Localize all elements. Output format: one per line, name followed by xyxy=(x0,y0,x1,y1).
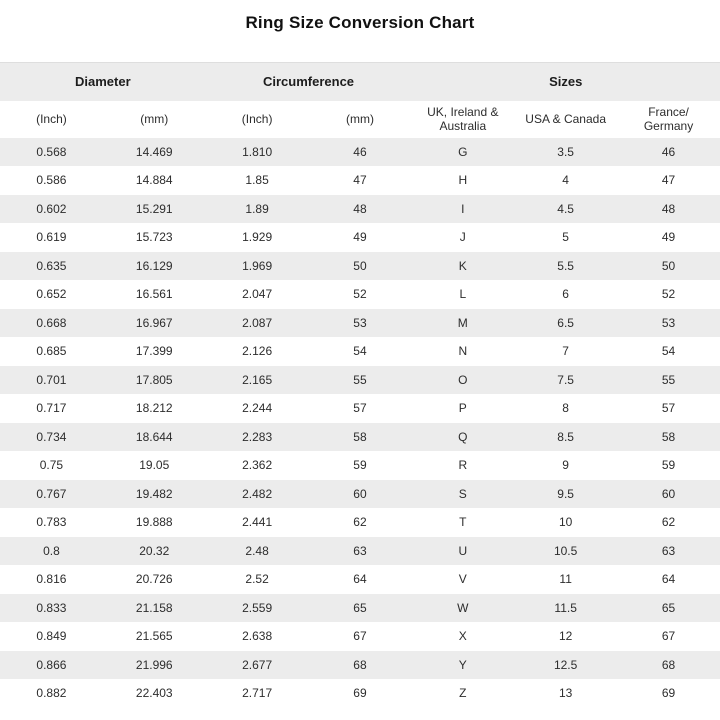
table-row xyxy=(0,280,720,309)
cell: 16.561 xyxy=(135,287,173,302)
table-row xyxy=(0,679,720,708)
column-header: USA & Canada xyxy=(525,112,606,126)
cell: 21.565 xyxy=(135,629,173,644)
cell: 17.399 xyxy=(135,344,173,359)
cell: K xyxy=(458,258,467,273)
table-row xyxy=(0,138,720,167)
column-header: France/ Germany xyxy=(643,105,694,133)
column-header: (mm) xyxy=(140,112,169,126)
cell: 69 xyxy=(661,686,676,701)
cell: V xyxy=(458,572,467,587)
table-row xyxy=(0,537,720,566)
cell: 12.5 xyxy=(553,657,578,672)
table-row xyxy=(0,309,720,338)
cell: S xyxy=(458,486,467,501)
cell: 2.677 xyxy=(242,657,273,672)
cell: 67 xyxy=(661,629,676,644)
column-group-header: Diameter xyxy=(75,74,131,90)
cell: 0.717 xyxy=(36,401,67,416)
cell: M xyxy=(457,315,468,330)
cell: I xyxy=(461,201,465,216)
column-header: (mm) xyxy=(345,112,374,126)
cell: 58 xyxy=(353,429,367,444)
cell: 60 xyxy=(661,486,676,501)
table-head xyxy=(0,63,720,138)
cell: 68 xyxy=(353,657,367,672)
cell: 54 xyxy=(353,344,367,359)
cell: 64 xyxy=(661,572,676,587)
cell: 0.8 xyxy=(43,543,60,558)
cell: 17.805 xyxy=(135,372,173,387)
cell: 0.586 xyxy=(36,173,67,188)
cell: 9 xyxy=(562,458,569,473)
cell: 2.047 xyxy=(242,287,273,302)
table-row xyxy=(0,223,720,252)
table-row xyxy=(0,166,720,195)
sub-header-row xyxy=(0,101,720,138)
cell: 14.884 xyxy=(135,173,173,188)
cell: 19.05 xyxy=(139,458,170,473)
table-row xyxy=(0,337,720,366)
table-row xyxy=(0,423,720,452)
cell: Y xyxy=(458,657,467,672)
cell: 53 xyxy=(661,315,676,330)
cell: 0.602 xyxy=(36,201,67,216)
cell: 16.967 xyxy=(135,315,173,330)
cell: 48 xyxy=(353,201,367,216)
table-row xyxy=(0,480,720,509)
cell: 1.810 xyxy=(242,144,273,159)
cell: 2.165 xyxy=(242,372,273,387)
cell: 5.5 xyxy=(557,258,574,273)
cell: 19.888 xyxy=(135,515,173,530)
cell: 55 xyxy=(353,372,367,387)
cell: 0.816 xyxy=(36,572,67,587)
cell: 6.5 xyxy=(557,315,574,330)
cell: 60 xyxy=(353,486,367,501)
cell: 0.833 xyxy=(36,600,67,615)
cell: 54 xyxy=(661,344,676,359)
cell: 0.734 xyxy=(36,429,67,444)
group-header-row xyxy=(0,63,720,101)
cell: U xyxy=(458,543,468,558)
cell: 47 xyxy=(661,173,676,188)
cell: 0.635 xyxy=(36,258,67,273)
cell: 3.5 xyxy=(557,144,574,159)
cell: Q xyxy=(458,429,468,444)
cell: 2.126 xyxy=(242,344,273,359)
cell: P xyxy=(458,401,467,416)
column-header: (Inch) xyxy=(241,112,273,126)
table-row xyxy=(0,252,720,281)
cell: 52 xyxy=(353,287,367,302)
cell: 55 xyxy=(661,372,676,387)
cell: 8 xyxy=(562,401,569,416)
cell: 48 xyxy=(661,201,676,216)
cell: 68 xyxy=(661,657,676,672)
cell: 15.291 xyxy=(135,201,173,216)
cell: 4.5 xyxy=(557,201,574,216)
cell: 58 xyxy=(661,429,676,444)
cell: 0.685 xyxy=(36,344,67,359)
cell: 16.129 xyxy=(135,258,173,273)
cell: T xyxy=(459,515,467,530)
cell: 8.5 xyxy=(557,429,574,444)
cell: 22.403 xyxy=(135,686,173,701)
cell: 1.969 xyxy=(242,258,273,273)
table-row xyxy=(0,565,720,594)
cell: 0.668 xyxy=(36,315,67,330)
cell: N xyxy=(458,344,468,359)
table-body xyxy=(0,138,720,708)
cell: 21.996 xyxy=(135,657,173,672)
cell: 10 xyxy=(558,515,573,530)
table-row xyxy=(0,195,720,224)
cell: 2.441 xyxy=(242,515,273,530)
cell: R xyxy=(458,458,468,473)
cell: 2.362 xyxy=(242,458,273,473)
cell: 0.75 xyxy=(39,458,64,473)
cell: L xyxy=(459,287,467,302)
cell: 67 xyxy=(353,629,367,644)
cell: 2.244 xyxy=(242,401,273,416)
cell: 2.48 xyxy=(245,543,269,558)
cell: 15.723 xyxy=(135,230,173,245)
cell: 2.482 xyxy=(242,486,273,501)
cell: G xyxy=(458,144,468,159)
cell: W xyxy=(457,600,469,615)
cell: 21.158 xyxy=(135,600,173,615)
cell: 4 xyxy=(562,173,569,188)
page-title: Ring Size Conversion Chart xyxy=(245,13,475,32)
cell: 7.5 xyxy=(557,372,574,387)
cell: 11.5 xyxy=(554,600,577,615)
cell: 20.32 xyxy=(139,543,170,558)
cell: 14.469 xyxy=(135,144,173,159)
cell: 2.283 xyxy=(242,429,273,444)
cell: 19.482 xyxy=(135,486,173,501)
table-row xyxy=(0,451,720,480)
cell: 63 xyxy=(661,543,676,558)
column-group-header: Circumference xyxy=(263,74,355,90)
cell: 65 xyxy=(353,600,367,615)
cell: X xyxy=(458,629,467,644)
cell: 63 xyxy=(353,543,367,558)
cell: 18.644 xyxy=(135,429,173,444)
cell: 0.568 xyxy=(36,144,67,159)
cell: 7 xyxy=(562,344,569,359)
cell: Z xyxy=(459,686,467,701)
cell: 49 xyxy=(353,230,367,245)
cell: 0.866 xyxy=(36,657,67,672)
column-header: (Inch) xyxy=(36,112,67,126)
cell: 0.767 xyxy=(36,486,67,501)
cell: 20.726 xyxy=(135,572,173,587)
cell: 50 xyxy=(661,258,676,273)
cell: 59 xyxy=(661,458,676,473)
cell: 46 xyxy=(353,144,367,159)
cell: 12 xyxy=(558,629,573,644)
column-group-header: Sizes xyxy=(549,74,583,90)
cell: 65 xyxy=(661,600,676,615)
cell: 2.559 xyxy=(242,600,273,615)
cell: 46 xyxy=(661,144,676,159)
cell: 59 xyxy=(353,458,367,473)
ring-size-conversion-table xyxy=(0,62,720,708)
cell: 57 xyxy=(353,401,367,416)
cell: 0.652 xyxy=(36,287,67,302)
cell: 50 xyxy=(353,258,367,273)
cell: 5 xyxy=(562,230,569,245)
cell: 13 xyxy=(558,686,573,701)
cell: 57 xyxy=(661,401,676,416)
cell: 62 xyxy=(661,515,676,530)
cell: 10.5 xyxy=(553,543,578,558)
cell: 47 xyxy=(353,173,367,188)
cell: 1.89 xyxy=(245,201,269,216)
cell: 9.5 xyxy=(557,486,574,501)
cell: 0.619 xyxy=(36,230,67,245)
cell: O xyxy=(458,372,468,387)
cell: 49 xyxy=(661,230,676,245)
cell: H xyxy=(458,173,468,188)
table-row xyxy=(0,594,720,623)
table-row xyxy=(0,394,720,423)
cell: J xyxy=(459,230,466,245)
table-row xyxy=(0,366,720,395)
cell: 0.849 xyxy=(36,629,67,644)
cell: 0.783 xyxy=(36,515,67,530)
cell: 1.929 xyxy=(242,230,273,245)
cell: 2.087 xyxy=(242,315,273,330)
cell: 11 xyxy=(559,572,572,587)
cell: 69 xyxy=(353,686,367,701)
table-row xyxy=(0,508,720,537)
column-header: UK, Ireland & Australia xyxy=(427,105,499,133)
cell: 1.85 xyxy=(245,173,269,188)
cell: 2.52 xyxy=(245,572,269,587)
cell: 52 xyxy=(661,287,676,302)
cell: 0.701 xyxy=(36,372,67,387)
cell: 64 xyxy=(353,572,367,587)
cell: 2.638 xyxy=(242,629,273,644)
table-row xyxy=(0,622,720,651)
cell: 53 xyxy=(353,315,367,330)
cell: 0.882 xyxy=(36,686,67,701)
cell: 18.212 xyxy=(135,401,173,416)
cell: 2.717 xyxy=(242,686,273,701)
cell: 62 xyxy=(353,515,367,530)
table-row xyxy=(0,651,720,680)
cell: 6 xyxy=(562,287,569,302)
